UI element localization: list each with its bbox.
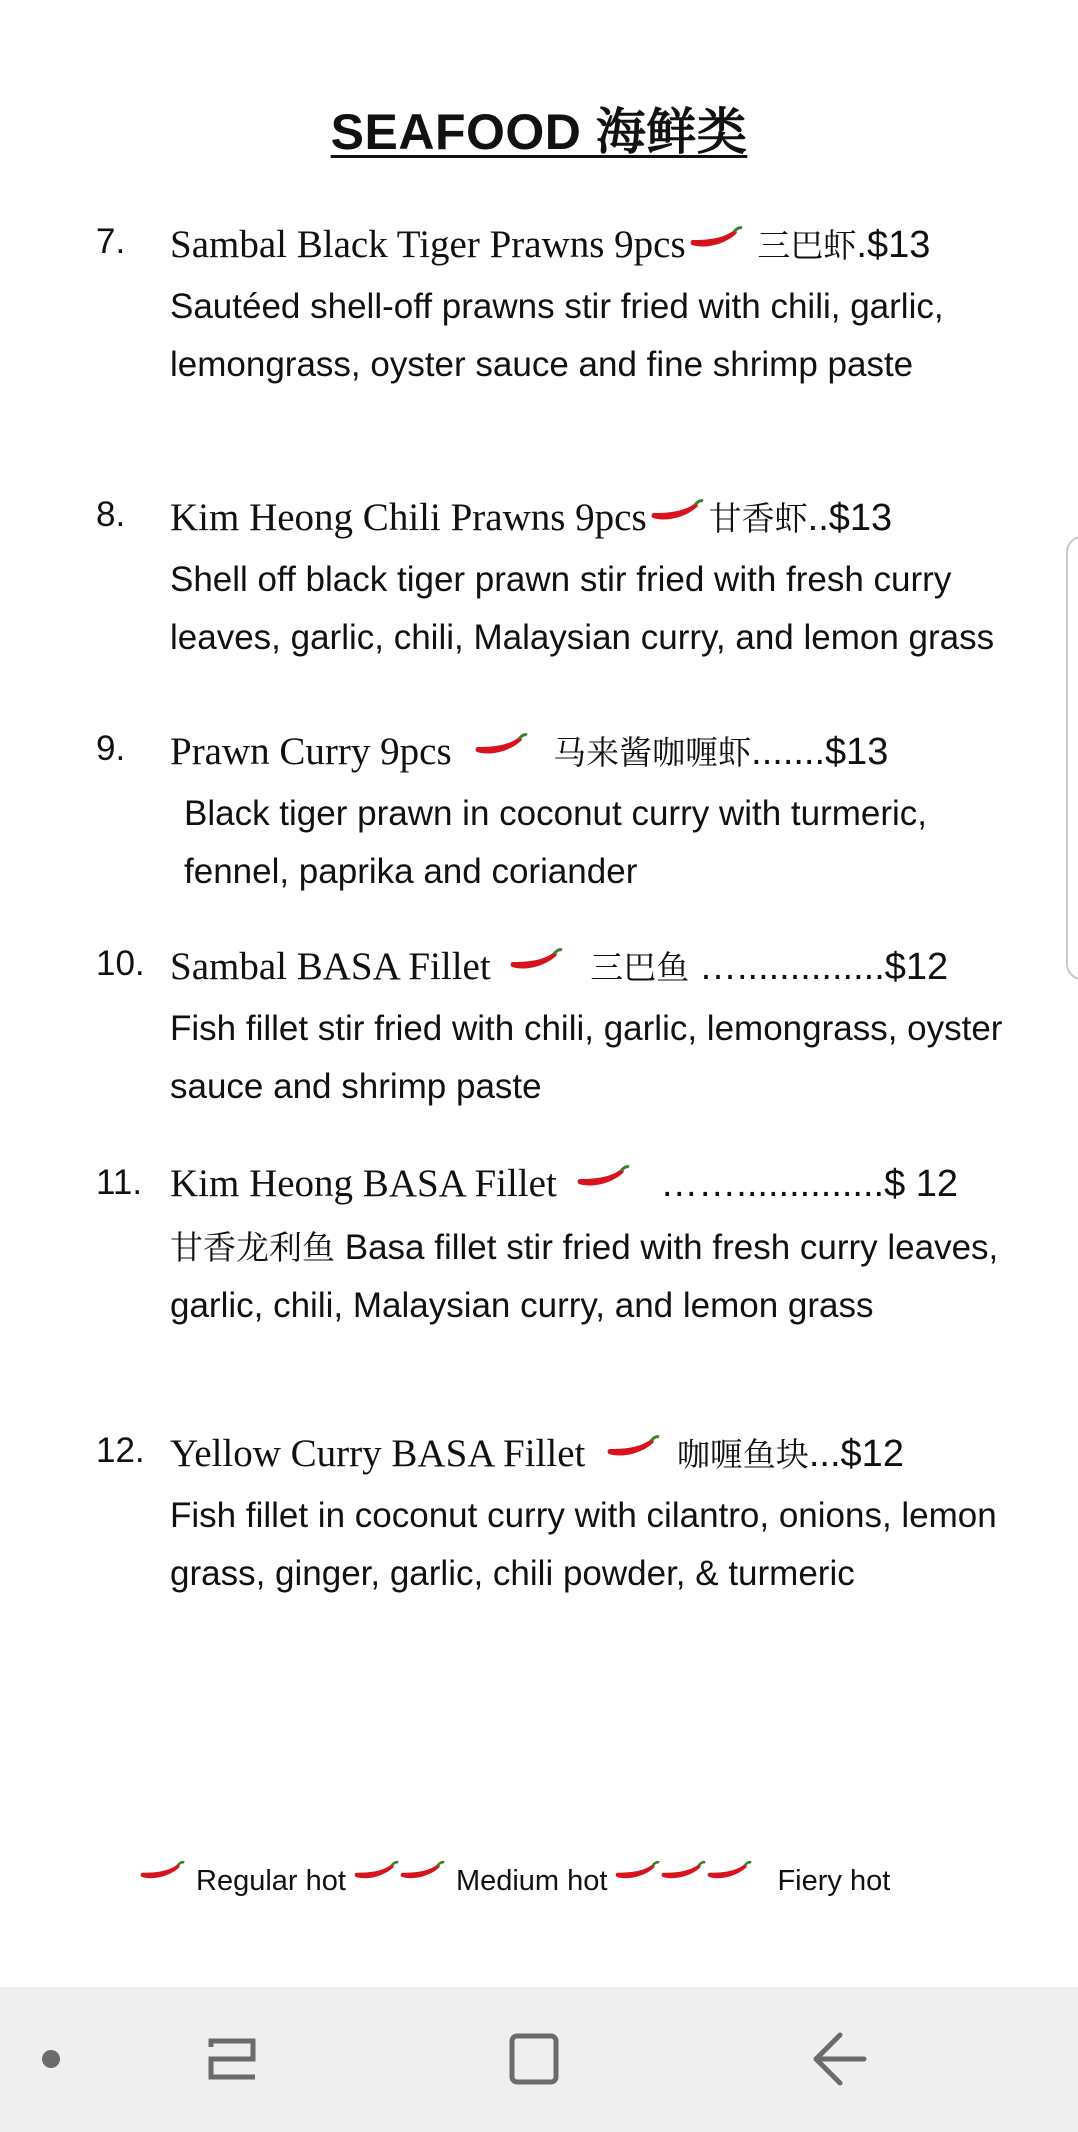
item-name: Sambal BASA Fillet [170, 945, 491, 988]
nav-dot-indicator[interactable] [42, 2050, 60, 2068]
chili-pepper-icon [354, 1860, 400, 1882]
chili-pepper-icon [475, 732, 529, 758]
item-price: ..$13 [807, 497, 893, 539]
back-icon [800, 2019, 880, 2099]
chili-pepper-icon [690, 225, 744, 251]
item-heading [170, 493, 892, 540]
item-description: Sautéed shell-off prawns stir fried with chili, garlic, lemongrass, oyster sauce and fine shrimp paste [170, 287, 944, 384]
item-chinese-name: 甘香龙利鱼 [170, 1228, 335, 1267]
chili-pepper-icon [607, 1434, 661, 1460]
chili-pepper-icon [615, 1860, 661, 1882]
item-description: Shell off black tiger prawn stir fried with fresh curry leaves, garlic, chili, Malaysian curry, and lemon grass [170, 560, 995, 657]
item-price: ……..............$ 12 [660, 1163, 959, 1205]
item-heading [170, 1161, 958, 1206]
item-chinese-name: 咖喱鱼块 [676, 1435, 809, 1474]
item-name: Prawn Curry 9pcs [170, 730, 452, 773]
chili-pepper-icon [577, 1164, 631, 1190]
item-name: Kim Heong Chili Prawns 9pcs [170, 496, 647, 539]
navigation-bar [0, 1987, 1078, 2132]
chili-pepper-icon [510, 947, 564, 973]
item-number: 12. [96, 1431, 145, 1470]
item-price: .......$13 [751, 731, 889, 773]
item-name: Kim Heong BASA Fillet [170, 1162, 557, 1205]
item-price: ...$12 [808, 1433, 904, 1475]
legend-medium-label: Medium hot [455, 1865, 608, 1897]
item-description: Fish fillet stir fried with chili, garlic, lemongrass, oyster sauce and shrimp paste [170, 1009, 1003, 1106]
legend-fiery-label: Fiery hot [777, 1865, 891, 1897]
item-heading [170, 727, 888, 774]
home-button[interactable] [494, 2019, 574, 2099]
item-heading [170, 220, 930, 267]
back-button[interactable] [800, 2019, 880, 2099]
legend-regular-label: Regular hot [196, 1865, 346, 1897]
chili-pepper-icon [400, 1860, 446, 1882]
page-title [0, 92, 1078, 164]
item-name: Yellow Curry BASA Fillet [170, 1432, 586, 1475]
item-price: …..............$12 [698, 946, 949, 988]
item-description: Black tiger prawn in coconut curry with turmeric, fennel, paprika and coriander [184, 794, 928, 891]
chili-pepper-icon [140, 1860, 186, 1882]
chili-pepper-icon [661, 1860, 707, 1882]
item-chinese-name: 三巴鱼 [590, 948, 690, 987]
item-description: Fish fillet in coconut curry with cilantro, onions, lemon grass, ginger, garlic, chili powder, & turmeric [170, 1496, 997, 1593]
edge-panel-handle[interactable] [1066, 536, 1078, 980]
item-chinese-name: 三巴虾 [757, 226, 857, 265]
item-number: 8. [96, 495, 126, 534]
item-chinese-name: 马来酱咖喱虾 [553, 733, 752, 772]
recents-icon [193, 2019, 273, 2099]
item-number: 10. [96, 944, 145, 983]
spice-legend [140, 1860, 898, 1898]
item-name: Sambal Black Tiger Prawns 9pcs [170, 223, 686, 266]
chili-pepper-icon [651, 498, 705, 524]
item-heading [170, 1429, 904, 1476]
item-chinese-name: 甘香虾 [708, 499, 808, 538]
home-icon [494, 2019, 574, 2099]
item-price: .$13 [856, 224, 931, 266]
item-description-text: Basa fillet stir fried with fresh curry leaves, garlic, chili, Malaysian curry, and lemon grass [170, 1228, 999, 1325]
chili-pepper-icon [707, 1860, 753, 1882]
item-heading [170, 942, 948, 989]
item-number: 11. [96, 1163, 143, 1202]
item-number: 7. [96, 222, 126, 261]
item-description [170, 1219, 1010, 1335]
section-title: SEAFOOD 海鲜类 [330, 104, 748, 160]
item-number: 9. [96, 729, 126, 768]
recents-button[interactable] [193, 2019, 273, 2099]
